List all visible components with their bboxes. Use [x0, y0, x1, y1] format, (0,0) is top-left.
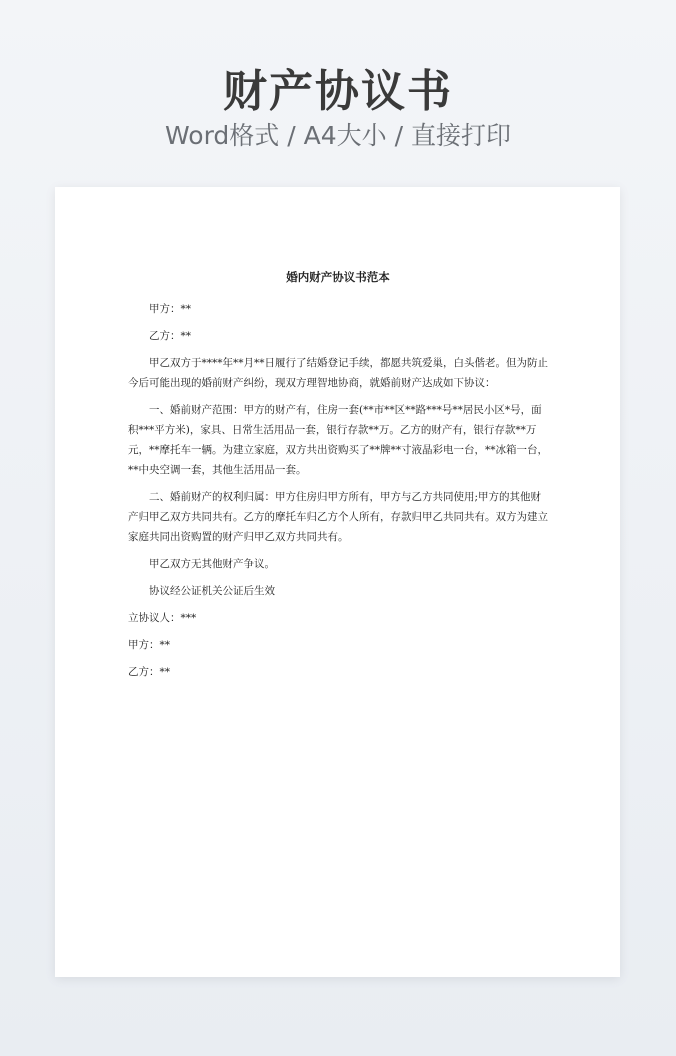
signatories-line: 立协议人：***: [128, 612, 197, 624]
document-body: [128, 267, 548, 689]
intro-paragraph: 甲乙双方于****年**月**日履行了结婚登记手续，都愿共筑爱巢，白头偕老。但为防止今后可能出现的婚前财产纠纷，现双方理智地协商，就婚前财产达成如下协议：: [128, 357, 548, 389]
signature-party-b: 乙方：**: [128, 666, 170, 678]
signature-party-a: 甲方：**: [128, 639, 170, 651]
effective-paragraph: 协议经公证机关公证后生效: [149, 585, 275, 597]
no-dispute-paragraph: 甲乙双方无其他财产争议。: [149, 558, 275, 570]
clause-1-paragraph: 一、婚前财产范围：甲方的财产有，住房一套(**市**区**路***号**居民小区*号，面积***平方米)，家具、日常生活用品一套，银行存款**万。乙方的财产有，银行存款**万元，**摩托车一辆。为建立家庭，双方共出资购买了**牌**寸液晶彩电一台，**冰箱一台，**中央空调一套，其他生活用品一套。: [128, 404, 548, 476]
page-subtitle: Word格式 / A4大小 / 直接打印: [165, 121, 511, 150]
document-page: [55, 187, 620, 977]
clause-2-paragraph: 二、婚前财产的权利归属：甲方住房归甲方所有，甲方与乙方共同使用;甲方的其他财产归甲乙双方共同共有。乙方的摩托车归乙方个人所有，存款归甲乙共同共有。双方为建立家庭共同出资购置的财产归甲乙双方共同共有。: [128, 491, 548, 543]
document-title: 婚内财产协议书范本: [286, 270, 390, 284]
page-title: 财产协议书: [223, 66, 453, 117]
party-a-line: 甲方：**: [149, 303, 191, 315]
party-b-line: 乙方：**: [149, 330, 191, 342]
